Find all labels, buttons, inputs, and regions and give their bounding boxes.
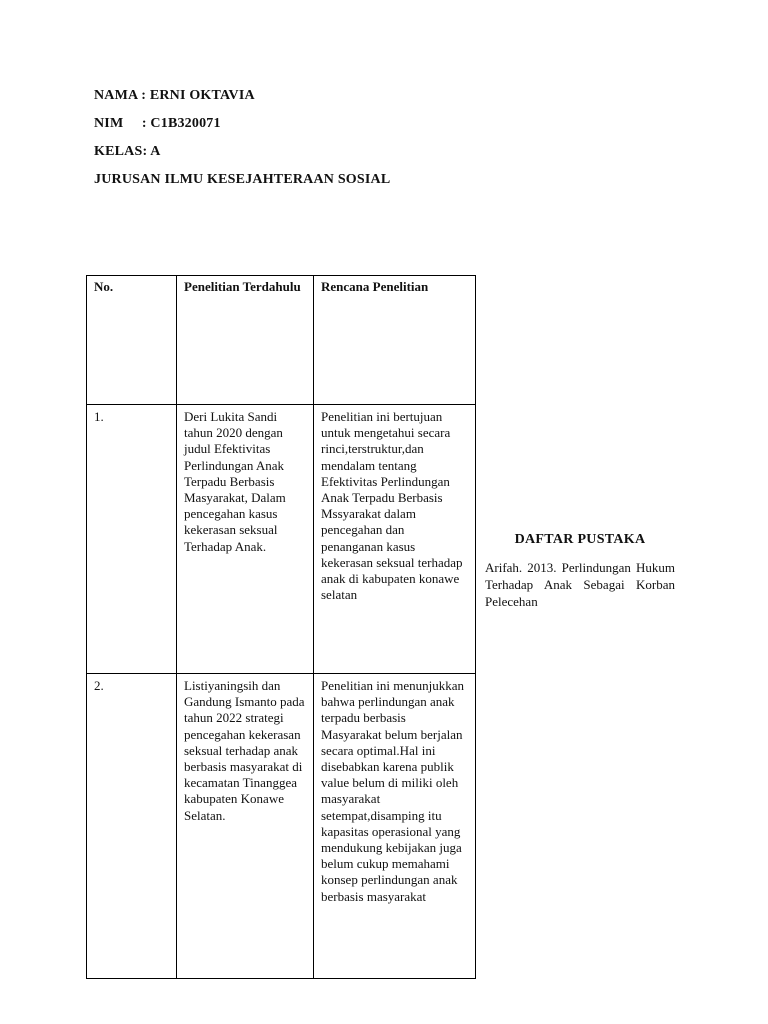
bibliography-title: DAFTAR PUSTAKA (514, 532, 646, 547)
table-row (87, 405, 476, 674)
row-number: 1. (87, 405, 177, 674)
previous-research-cell: Deri Lukita Sandi tahun 2020 dengan judul Efektivitas Perlindungan Anak Terpadu Berbasis Masyarakat, Dalam pencegahan kasus kekerasan seksual Terhadap Anak. (177, 405, 314, 674)
header-previous-research: Penelitian Terdahulu (177, 276, 314, 405)
research-comparison-table (86, 275, 476, 979)
student-department: JURUSAN ILMU KESEJAHTERAAN SOSIAL (94, 172, 391, 187)
table-row (87, 674, 476, 979)
previous-research-cell: Listiyaningsih dan Gandung Ismanto pada tahun 2022 strategi pencegahan kekerasan seksual terhadap anak berbasis masyarakat di kecamatan Tinanggea kabupaten Konawe Selatan. (177, 674, 314, 979)
row-number: 2. (87, 674, 177, 979)
header-no: No. (87, 276, 177, 405)
student-class: KELAS: A (94, 144, 161, 159)
research-plan-cell: Penelitian ini menunjukkan bahwa perlindungan anak terpadu berbasis Masyarakat belum berjalan secara optimal.Hal ini disebabkan karena publik value belum di miliki oleh masyarakat setempat,disamping itu kapasitas operasional yang mendukung kebijakan juga belum cukup memahami konsep perlindungan anak berbasis masyarakat (314, 674, 476, 979)
student-nim: NIM : C1B320071 (94, 116, 221, 131)
bibliography-entry: Arifah. 2013. Perlindungan Hukum Terhadap Anak Sebagai Korban Pelecehan (485, 560, 675, 609)
table-header-row (87, 276, 476, 405)
research-plan-cell: Penelitian ini bertujuan untuk mengetahui secara rinci,terstruktur,dan mendalam tentang Efektivitas Perlindungan Anak Terpadu Berbasis Mssyarakat dalam pencegahan dan penanganan kasus kekerasan seksual terhadap anak di kabupaten konawe selatan (314, 405, 476, 674)
student-name: NAMA : ERNI OKTAVIA (94, 88, 255, 103)
header-research-plan: Rencana Penelitian (314, 276, 476, 405)
bibliography-section (485, 532, 675, 610)
